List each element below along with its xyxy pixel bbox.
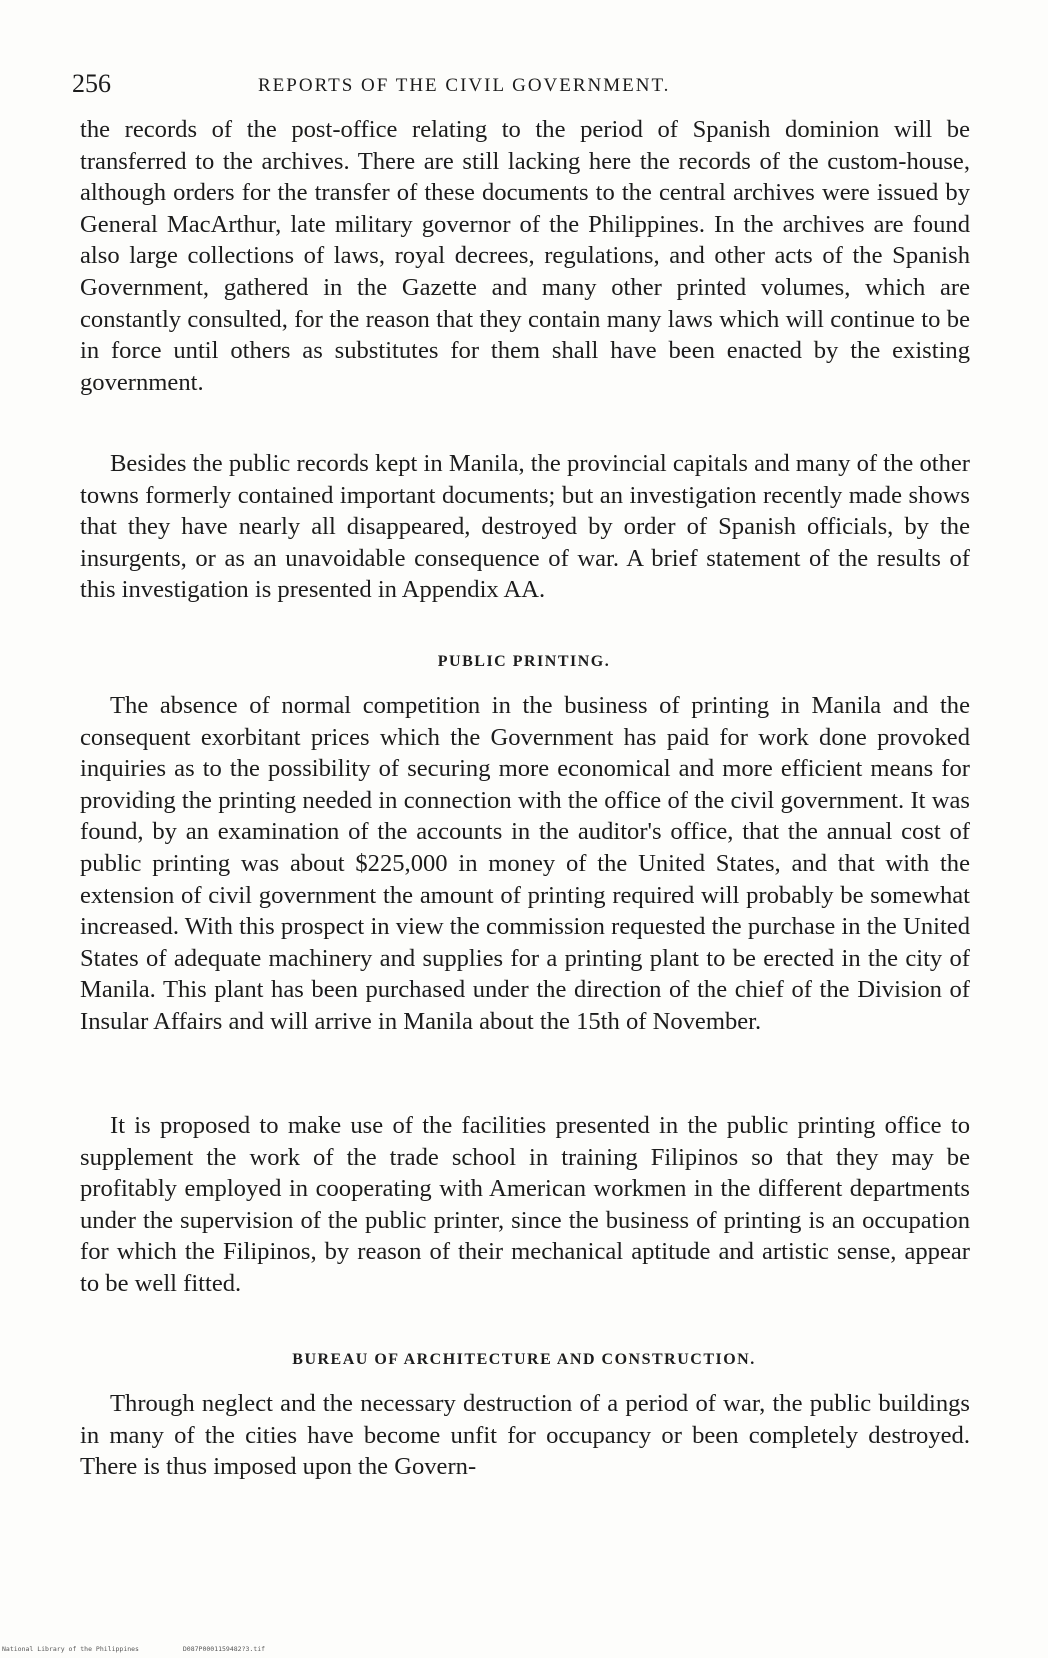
running-head bbox=[72, 68, 980, 108]
paragraph-public-buildings: Through neglect and the necessary destruction of a period of war, the public buildings in many of the cities have become unfit for occupancy or been completely destroyed. There is thus imposed upon the Govern- bbox=[80, 1390, 970, 1481]
running-title: REPORTS OF THE CIVIL GOVERNMENT. bbox=[258, 75, 671, 96]
scan-footer bbox=[2, 1644, 305, 1654]
paragraph-printing-training: It is proposed to make use of the facilities presented in the public printing office to supplement the work of the trade school in training Filipinos so that they may be profitably employed in cooperating with American workmen in the different departments under the supervision of the public printer, since the business of printing is an occupation for which the Filipinos, by reason of their mechanical aptitude and artistic sense, appear to be well fitted. bbox=[80, 1112, 970, 1297]
footer-library: National Library of the Philippines bbox=[2, 1645, 139, 1653]
paragraph-archives-continued: the records of the post-office relating to the period of Spanish dominion will be transferred to the archives. There are still lacking here the records of the custom-house, although orders for the transfer of these documents to the central archives were issued by General MacArthur, late military governor of the Philippines. In the archives are found also large collections of laws, royal decrees, regulations, and other acts of the Spanish Government, gathered in the Gazette and many other printed volumes, which are constantly consulted, for the reason that they contain many laws which will continue to be in force until others as substitutes for them shall have been enacted by the existing government. bbox=[80, 116, 970, 396]
page-number: 256 bbox=[72, 69, 111, 98]
heading-public-printing: PUBLIC PRINTING. bbox=[437, 653, 611, 670]
paragraph-printing-costs: The absence of normal competition in the business of printing in Manila and the consequent exorbitant prices which the Government has paid for work done provoked inquiries as to the possibility of securing more economical and more efficient means for providing the printing needed in connection with the office of the civil government. It was found, by an examination of the accounts in the auditor's office, that the annual cost of public printing was about $225,000 in money of the United States, and that with the extension of civil government the amount of printing required will probably be somewhat increased. With this prospect in view the commission requested the purchase in the United States of adequate machinery and supplies for a printing plant to be erected in the city of Manila. This plant has been purchased under the direction of the chief of the Division of Insular Affairs and will arrive in Manila about the 15th of November. bbox=[80, 692, 970, 1035]
paragraph-provincial-records: Besides the public records kept in Manila, the provincial capitals and many of the other towns formerly contained important documents; but an investigation recently made shows that they have nearly all disappeared, destroyed by order of Spanish officials, by the insurgents, or as an unavoidable consequence of war. A brief statement of the results of this investigation is presented in Appendix AA. bbox=[80, 450, 970, 604]
footer-filename: D087P0001159482?3.tif bbox=[182, 1645, 266, 1653]
heading-bureau-architecture: BUREAU OF ARCHITECTURE AND CONSTRUCTION. bbox=[292, 1351, 756, 1368]
